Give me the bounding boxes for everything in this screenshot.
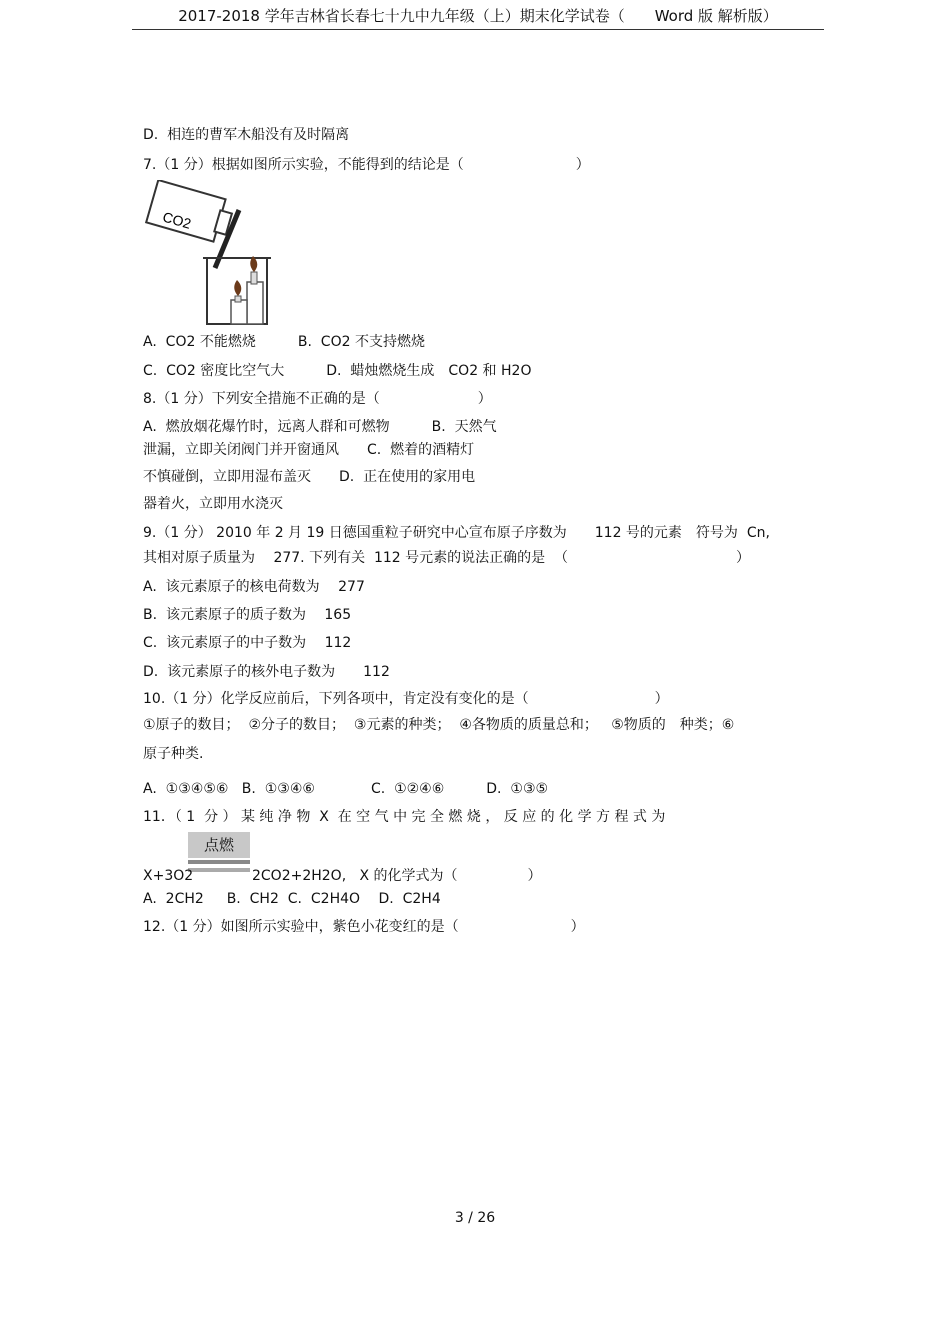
q8-options-line4: 器着火，立即用水浇灭	[143, 496, 283, 512]
q9-option-d: D. 该元素原子的核外电子数为 112	[143, 664, 390, 680]
q11-stem: 11．（ 1 分 ） 某 纯 净 物 X 在 空 气 中 完 全 燃 烧 ， 反 应 的 化 学 方 程 式 为	[143, 809, 666, 825]
q7-options-ab: A. CO2 不能燃烧 B. CO2 不支持燃烧	[143, 334, 425, 350]
q9-stem-line1: 9.（1 分） 2010 年 2 月 19 日德国重粒子研究中心宣布原子序数为 112 号的元素 符号为 Cn,	[143, 525, 770, 541]
bottle-label: CO2	[160, 208, 193, 232]
q9-option-b: B. 该元素原子的质子数为 165	[143, 607, 352, 623]
q7-options-cd: C. CO2 密度比空气大 D. 蜡烛燃烧生成 CO2 和 H2O	[143, 363, 532, 379]
q11-options: A. 2CH2 B. CH2 C. C2H4O D. C2H4	[143, 891, 441, 907]
page-number: 3 / 26	[454, 1210, 496, 1226]
q9-option-a: A. 该元素原子的核电荷数为 277	[143, 579, 365, 595]
q10-stem: 10.（1 分）化学反应前后，下列各项中，肯定没有变化的是（ ）	[143, 691, 669, 707]
q6-option-d: D. 相连的曹军木船没有及时隔离	[143, 127, 350, 143]
q11-equation-left: X+3O2	[143, 868, 194, 884]
q10-items-line1: ①原子的数目； ②分子的数目； ③元素的种类； ④各物质的质量总和； ⑤物质的 种类；⑥	[143, 717, 735, 733]
q7-stem: 7.（1 分）根据如图所示实验，不能得到的结论是（ ）	[143, 157, 590, 173]
q9-stem-line2: 其相对原子质量为 277. 下列有关 112 号元素的说法正确的是 （ ）	[143, 550, 751, 566]
q12-stem: 12.（1 分）如图所示实验中，紫色小花变红的是（ ）	[143, 919, 585, 935]
q10-options: A. ①③④⑤⑥ B. ①③④⑥ C. ①②④⑥ D. ①③⑤	[143, 781, 549, 797]
q11-equation-right: 2CO2+2H2O, X 的化学式为（ ）	[252, 868, 542, 884]
document-header: 2017-2018 学年吉林省长春七十九中九年级（上）期末化学试卷（ Word 版 解析版）	[132, 5, 824, 30]
q8-options-line1: A. 燃放烟花爆竹时，远离人群和可燃物 B. 天然气	[143, 419, 497, 435]
reaction-condition	[188, 830, 250, 878]
q10-items-line2: 原子种类.	[143, 746, 204, 762]
q8-options-line2: 泄漏，立即关闭阀门并开窗通风 C. 燃着的酒精灯	[143, 442, 475, 458]
q8-options-line3: 不慎碰倒，立即用湿布盖灭 D. 正在使用的家用电	[143, 469, 476, 485]
q8-stem: 8.（1 分）下列安全措施不正确的是（ ）	[143, 391, 492, 407]
q9-option-c: C. 该元素原子的中子数为 112	[143, 635, 352, 651]
co2-candle-figure	[143, 180, 283, 330]
reaction-condition-label: 点燃	[203, 836, 234, 854]
